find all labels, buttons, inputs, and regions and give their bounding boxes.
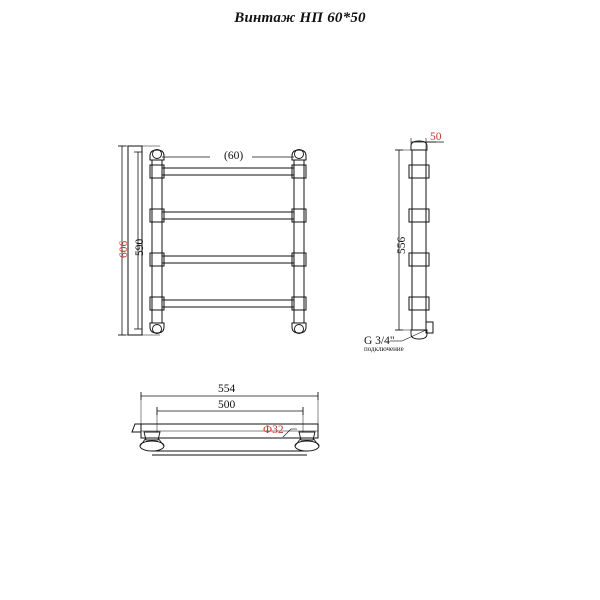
top-diameter-label: Ф32 [263, 424, 284, 436]
front-view [118, 146, 306, 335]
side-connection-sub-label: подключение [364, 345, 404, 353]
side-connection-label: G 3/4" [364, 335, 395, 347]
page-title: Винтаж НП 60*50 [234, 10, 366, 26]
front-height-inner-label: 590 [134, 238, 146, 256]
front-height-outer-label: 606 [118, 240, 130, 258]
side-height-label: 556 [396, 236, 408, 254]
front-width-label: (60) [224, 150, 244, 162]
top-width-outer-label: 554 [218, 383, 236, 395]
side-depth-label: 50 [430, 131, 442, 143]
top-width-inner-label: 500 [218, 399, 236, 411]
